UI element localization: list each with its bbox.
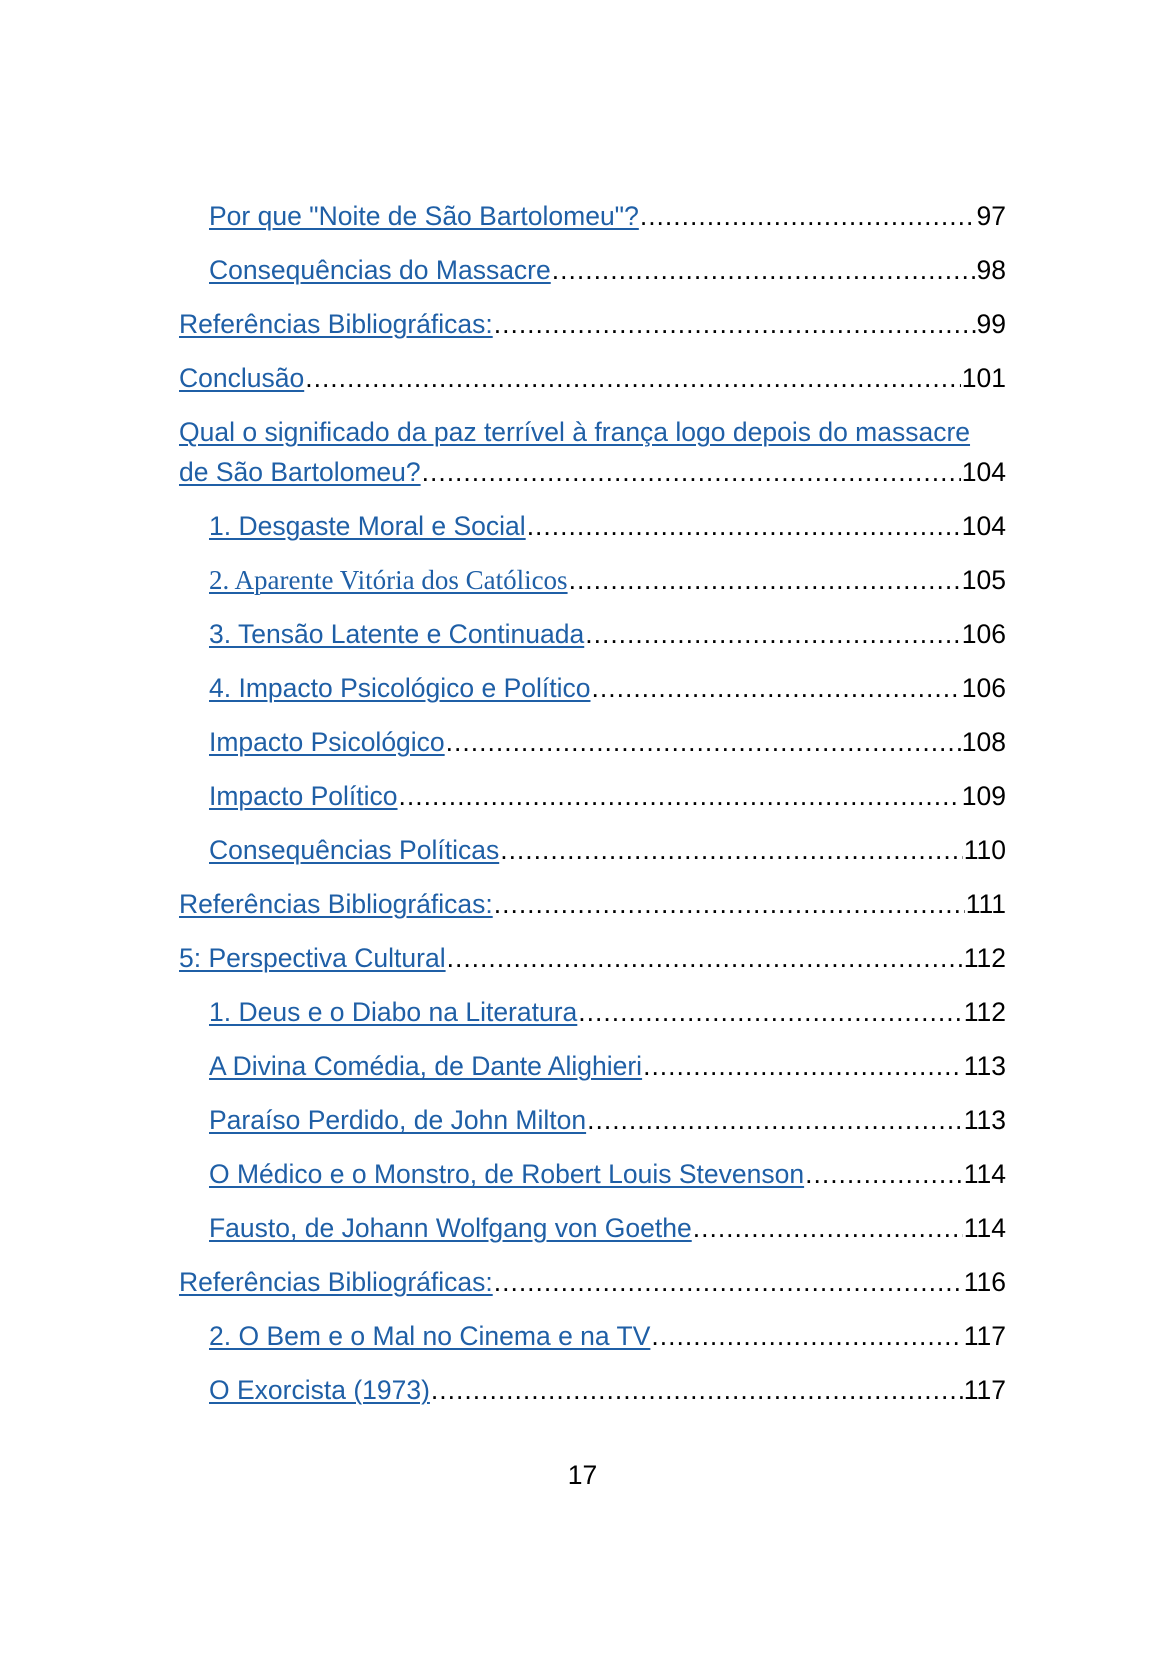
dot-leader bbox=[585, 614, 961, 654]
toc-entry[interactable] bbox=[179, 506, 1006, 546]
dot-leader bbox=[651, 1316, 962, 1356]
dot-leader bbox=[643, 1046, 963, 1086]
dot-leader bbox=[527, 506, 961, 546]
toc-entry-title[interactable]: Por que "Noite de São Bartolomeu"? bbox=[209, 201, 639, 231]
toc-entry-title[interactable]: 2. Aparente Vitória dos Católicos bbox=[209, 565, 568, 595]
toc-entry-title[interactable]: 3. Tensão Latente e Continuada bbox=[209, 619, 585, 649]
toc-entry-title[interactable]: 5: Perspectiva Cultural bbox=[179, 943, 446, 973]
toc-entry-title[interactable]: Consequências do Massacre bbox=[209, 255, 551, 285]
dot-leader bbox=[305, 358, 961, 398]
toc-entry-page: 104 bbox=[961, 511, 1006, 541]
toc-entry[interactable] bbox=[179, 938, 1006, 978]
dot-leader bbox=[494, 884, 965, 924]
dot-leader bbox=[422, 452, 961, 492]
toc-entry-page: 117 bbox=[963, 1321, 1006, 1351]
toc-entry-page: 113 bbox=[963, 1051, 1006, 1081]
toc-entry[interactable] bbox=[179, 1208, 1006, 1248]
dot-leader bbox=[431, 1370, 963, 1410]
dot-leader bbox=[447, 938, 963, 978]
toc-entry[interactable] bbox=[179, 884, 1006, 924]
toc-entry-page: 101 bbox=[961, 363, 1006, 393]
toc-entry-title[interactable]: Consequências Políticas bbox=[209, 835, 500, 865]
toc-entry-page: 111 bbox=[965, 889, 1006, 919]
toc-entry-title[interactable]: O Médico e o Monstro, de Robert Louis Stevenson bbox=[209, 1159, 805, 1189]
toc-entry[interactable] bbox=[179, 776, 1006, 816]
toc-entry[interactable] bbox=[179, 250, 1006, 290]
dot-leader bbox=[494, 304, 976, 344]
dot-leader bbox=[500, 830, 963, 870]
dot-leader bbox=[587, 1100, 963, 1140]
toc-entry-page: 108 bbox=[961, 727, 1006, 757]
toc-entry[interactable] bbox=[179, 358, 1006, 398]
toc-entry-page: 114 bbox=[963, 1213, 1006, 1243]
toc-entry[interactable] bbox=[179, 1370, 1006, 1410]
toc-entry-page: 106 bbox=[961, 619, 1006, 649]
toc-entry[interactable] bbox=[179, 1316, 1006, 1356]
toc-entry-title[interactable]: 1. Deus e o Diabo na Literatura bbox=[209, 997, 578, 1027]
toc-entry-page: 99 bbox=[976, 309, 1006, 339]
toc-entry-title[interactable]: Paraíso Perdido, de John Milton bbox=[209, 1105, 587, 1135]
toc-entry-title[interactable]: Referências Bibliográficas: bbox=[179, 1267, 493, 1297]
toc-entry[interactable] bbox=[179, 668, 1006, 708]
toc-entry[interactable] bbox=[179, 304, 1006, 344]
dot-leader bbox=[569, 560, 961, 600]
toc-entry[interactable] bbox=[179, 412, 1006, 492]
toc-entry-page: 106 bbox=[961, 673, 1006, 703]
dot-leader bbox=[805, 1154, 963, 1194]
toc-entry-title[interactable]: A Divina Comédia, de Dante Alighieri bbox=[209, 1051, 643, 1081]
toc-entry-title[interactable]: Fausto, de Johann Wolfgang von Goethe bbox=[209, 1213, 692, 1243]
toc-entry-page: 113 bbox=[963, 1105, 1006, 1135]
toc-entry[interactable] bbox=[179, 1100, 1006, 1140]
toc-entry-title[interactable]: O Exorcista (1973) bbox=[209, 1375, 430, 1405]
toc-entry[interactable] bbox=[179, 614, 1006, 654]
toc-entry-page: 98 bbox=[976, 255, 1006, 285]
toc-entry-page: 114 bbox=[963, 1159, 1006, 1189]
toc-entry[interactable] bbox=[179, 1262, 1006, 1302]
dot-leader bbox=[552, 250, 976, 290]
dot-leader bbox=[578, 992, 962, 1032]
table-of-contents bbox=[179, 196, 1006, 1424]
toc-entry[interactable] bbox=[179, 196, 1006, 236]
toc-entry[interactable] bbox=[179, 1046, 1006, 1086]
toc-entry-title[interactable]: 4. Impacto Psicológico e Político bbox=[209, 673, 591, 703]
toc-entry-page: 117 bbox=[963, 1375, 1006, 1405]
toc-entry-page: 112 bbox=[963, 997, 1006, 1027]
dot-leader bbox=[446, 722, 961, 762]
toc-entry[interactable] bbox=[179, 722, 1006, 762]
toc-entry-title[interactable]: 2. O Bem e o Mal no Cinema e na TV bbox=[209, 1321, 651, 1351]
toc-entry-page: 116 bbox=[963, 1267, 1006, 1297]
toc-entry[interactable] bbox=[179, 830, 1006, 870]
toc-entry[interactable] bbox=[179, 1154, 1006, 1194]
dot-leader bbox=[494, 1262, 963, 1302]
toc-entry-title[interactable]: Referências Bibliográficas: bbox=[179, 309, 493, 339]
toc-entry-title[interactable]: Conclusão bbox=[179, 363, 305, 393]
toc-entry-page: 104 bbox=[961, 457, 1006, 487]
toc-entry[interactable] bbox=[179, 560, 1006, 600]
toc-entry-page: 110 bbox=[963, 835, 1006, 865]
toc-entry-title-line-1[interactable]: Qual o significado da paz terrível à frança logo depois do massacre bbox=[179, 417, 971, 447]
dot-leader bbox=[693, 1208, 963, 1248]
toc-entry-page: 105 bbox=[961, 565, 1006, 595]
page-number: 17 bbox=[567, 1460, 598, 1490]
toc-entry-title-line-2[interactable]: de São Bartolomeu? bbox=[179, 457, 421, 487]
toc-entry-page: 112 bbox=[963, 943, 1006, 973]
dot-leader bbox=[592, 668, 961, 708]
toc-entry-title[interactable]: 1. Desgaste Moral e Social bbox=[209, 511, 526, 541]
toc-entry-title[interactable]: Impacto Político bbox=[209, 781, 398, 811]
toc-entry-page: 109 bbox=[961, 781, 1006, 811]
toc-entry-page: 97 bbox=[976, 201, 1006, 231]
dot-leader bbox=[640, 196, 976, 236]
toc-entry[interactable] bbox=[179, 992, 1006, 1032]
dot-leader bbox=[399, 776, 961, 816]
toc-entry-title[interactable]: Impacto Psicológico bbox=[209, 727, 445, 757]
toc-entry-title[interactable]: Referências Bibliográficas: bbox=[179, 889, 493, 919]
